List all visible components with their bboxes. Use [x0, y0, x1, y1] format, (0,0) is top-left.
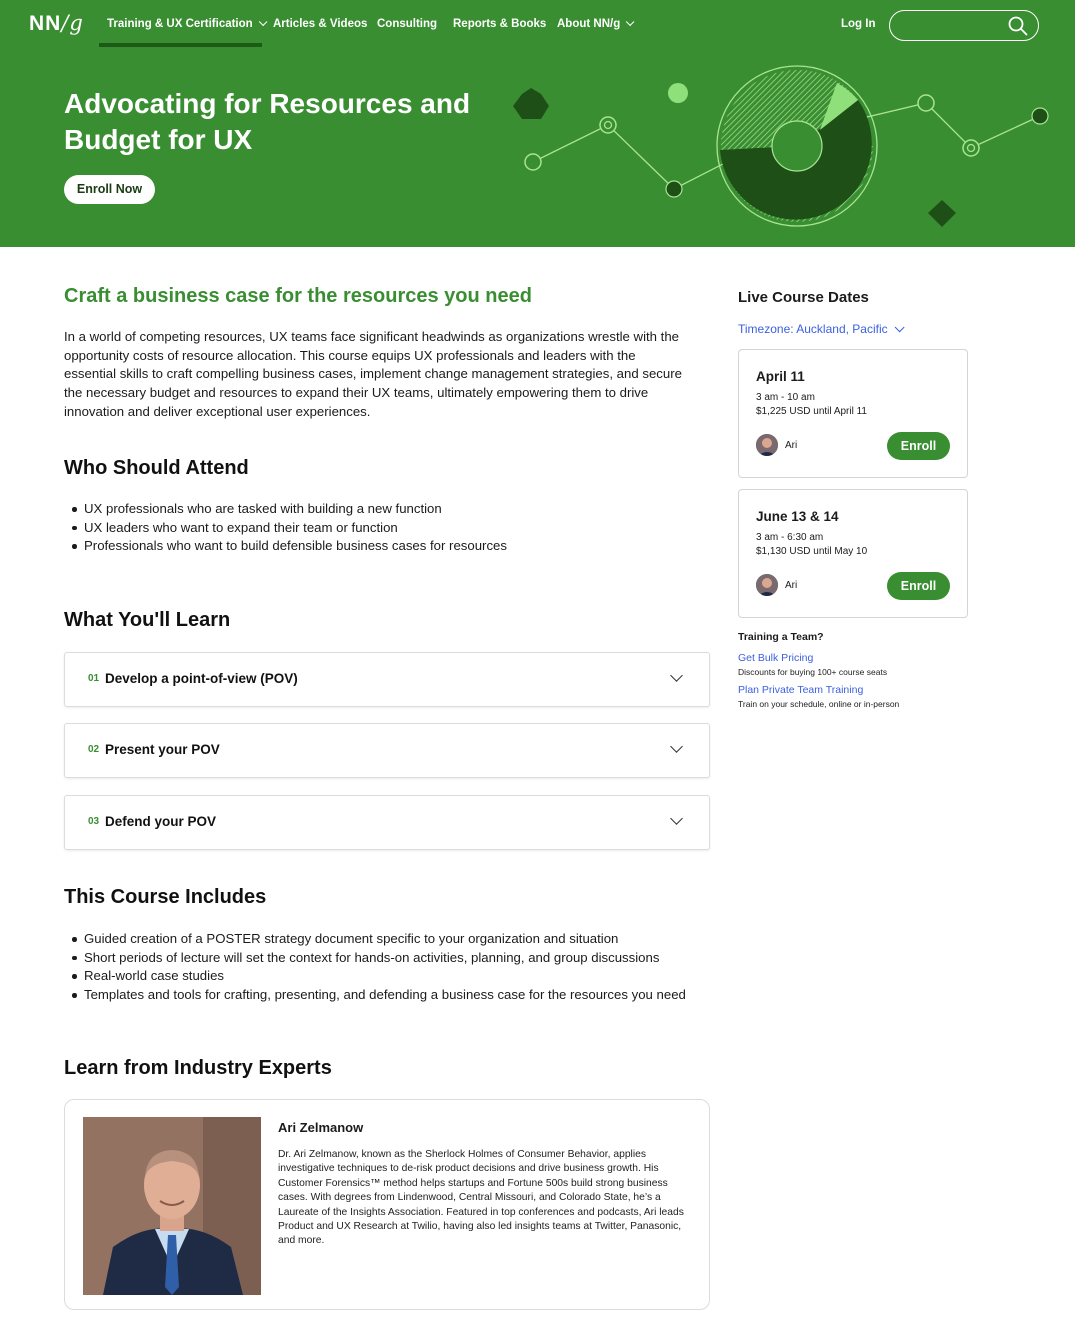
course-price: $1,130 USD until May 10	[756, 546, 868, 557]
enroll-now-button[interactable]: Enroll Now	[64, 175, 155, 204]
bulk-pricing-link[interactable]: Get Bulk Pricing	[738, 652, 814, 664]
training-team-heading: Training a Team?	[738, 631, 824, 643]
chevron-down-icon[interactable]	[670, 812, 683, 825]
expert-photo	[83, 1117, 261, 1295]
course-time: 3 am - 10 am	[756, 392, 815, 403]
list-item: Guided creation of a POSTER strategy document specific to your organization and situation	[72, 930, 686, 949]
list-item: Real-world case studies	[72, 967, 686, 986]
instructor-name: Ari	[785, 580, 798, 591]
timezone-selector[interactable]	[738, 322, 901, 336]
chevron-down-icon	[894, 322, 904, 332]
course-date-card	[738, 489, 968, 618]
what-you-learn-heading: What You'll Learn	[64, 609, 231, 631]
private-training-description: Train on your schedule, online or in-person	[738, 699, 900, 709]
expert-name: Ari Zelmanow	[278, 1120, 364, 1135]
nav-training-label: Training & UX Certification	[107, 18, 253, 30]
live-course-dates-heading: Live Course Dates	[738, 289, 869, 306]
expert-portrait-image	[83, 1117, 261, 1295]
avatar	[756, 574, 778, 596]
nav-about-label: About NN/g	[557, 18, 621, 30]
enroll-button[interactable]: Enroll	[887, 432, 950, 460]
timezone-label: Timezone: Auckland, Pacific	[738, 322, 888, 336]
expert-bio: Dr. Ari Zelmanow, known as the Sherlock Holmes of Consumer Behavior, applies investigative techniques to de-risk product decisions and drive business growth. His Customer Forensics™ method helps startups and Fortune 500s build strong business cases. With degrees from Lindenwood, Central Missouri, and Colorado State, he’s a Laureate of the Insights Association. Featured in top conferences and podcasts, Ari leads Product and UX Research at Twilio, having also led insights teams at Twitter, Panasonic, and more.	[278, 1149, 684, 1247]
accordion-label: Present your POV	[105, 742, 220, 757]
section-heading-business-case: Craft a business case for the resources you need	[64, 285, 532, 307]
logo-text: NN	[29, 12, 62, 35]
intro-paragraph: In a world of competing resources, UX teams face significant headwinds as organizations wrestle with the opportunity costs of resource allocation. This course equips UX professionals and leaders with the essential skills to craft compelling business cases, implement change management strategies, and secure the necessary budget and resources to expand their UX teams, ultimately empowering them to drive innovation and deliver exceptional user experiences.	[64, 329, 682, 419]
search-input[interactable]	[889, 10, 1039, 41]
nav-reports-label: Reports & Books	[453, 18, 547, 30]
login-label: Log In	[841, 18, 876, 30]
active-nav-indicator	[99, 43, 262, 47]
nav-consulting[interactable]	[377, 18, 437, 30]
nav-about[interactable]	[557, 18, 631, 30]
nav-consulting-label: Consulting	[377, 18, 438, 30]
course-date: June 13 & 14	[756, 509, 839, 524]
bulk-pricing-description: Discounts for buying 100+ course seats	[738, 667, 888, 677]
search-icon[interactable]	[1008, 16, 1028, 36]
accordion-number: 01	[88, 673, 100, 684]
accordion-number: 03	[88, 816, 100, 827]
accordion-number: 02	[88, 744, 100, 755]
accordion-item-develop-pov[interactable]	[64, 652, 710, 707]
who-should-attend-heading: Who Should Attend	[64, 457, 249, 479]
logo-slash-g: /g	[61, 11, 84, 35]
course-price: $1,225 USD until April 11	[756, 406, 867, 417]
top-nav	[0, 0, 1075, 48]
nav-articles-label: Articles & Videos	[273, 18, 368, 30]
avatar	[756, 434, 778, 456]
instructor-avatar-image	[756, 434, 778, 456]
chevron-down-icon[interactable]	[670, 740, 683, 753]
instructor-avatar-image	[756, 574, 778, 596]
list-item: Professionals who want to build defensible business cases for resources	[72, 537, 507, 556]
accordion-item-defend-pov[interactable]	[64, 795, 710, 850]
hero-banner	[0, 0, 1075, 247]
attend-list	[72, 500, 507, 556]
course-date-card	[738, 349, 968, 478]
accordion-label: Defend your POV	[105, 814, 217, 829]
chevron-down-icon	[626, 18, 634, 26]
nav-training[interactable]	[107, 18, 264, 30]
private-training-link[interactable]: Plan Private Team Training	[738, 684, 864, 696]
nav-reports[interactable]	[453, 18, 546, 30]
course-includes-heading: This Course Includes	[64, 886, 267, 908]
course-date: April 11	[756, 369, 805, 384]
page-title: Advocating for Resources and Budget for UX	[64, 88, 471, 155]
nav-articles[interactable]	[273, 18, 367, 30]
list-item: UX leaders who want to expand their team or function	[72, 519, 507, 538]
login-link[interactable]	[841, 18, 876, 30]
accordion-label: Develop a point-of-view (POV)	[105, 671, 298, 686]
course-time: 3 am - 6:30 am	[756, 532, 824, 543]
hero-illustration	[500, 60, 1060, 240]
expert-card	[64, 1099, 710, 1310]
instructor-name: Ari	[785, 440, 798, 451]
includes-list	[72, 930, 686, 1005]
list-item: UX professionals who are tasked with building a new function	[72, 500, 507, 519]
enroll-button[interactable]: Enroll	[887, 572, 950, 600]
nng-logo[interactable]	[29, 11, 84, 36]
chevron-down-icon	[259, 18, 267, 26]
list-item: Short periods of lecture will set the context for hands-on activities, planning, and group discussions	[72, 949, 686, 968]
list-item: Templates and tools for crafting, presenting, and defending a business case for the resources you need	[72, 986, 686, 1005]
accordion-item-present-pov[interactable]	[64, 723, 710, 778]
chevron-down-icon[interactable]	[670, 669, 683, 682]
industry-experts-heading: Learn from Industry Experts	[64, 1057, 332, 1079]
